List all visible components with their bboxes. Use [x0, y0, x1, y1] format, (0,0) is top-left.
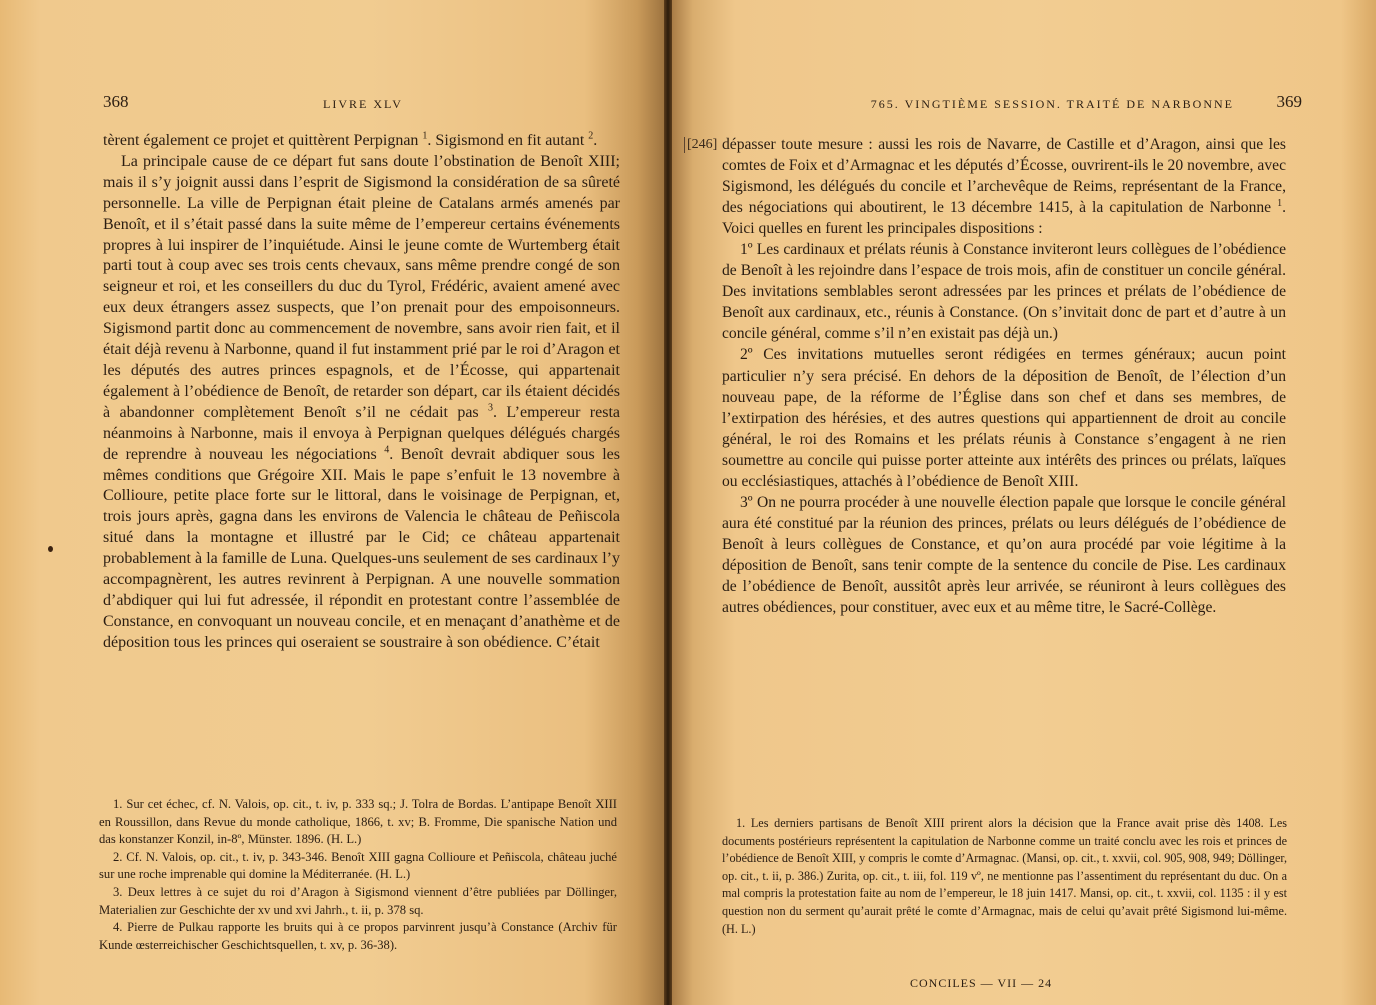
paragraph: dépasser toute mesure : aussi les rois de Navarre, de Castille et d’Aragon, ainsi que les comtes de Foix et d’Armagnac et les députés d’Écosse, ouvrirent-ils le 20 novembre, avec Sigismond, les délégués du concile et l’archevêque de Reims, représentant de la France, des négociations qui aboutirent, le 13 décembre 1415, à la capitulation de Narbonne $^1$. Voici quelles en furent les principales dispositions : — [722, 136, 1286, 238]
right-page — [672, 0, 1376, 1005]
left-page-number: 368 — [103, 92, 129, 111]
footnote-ref: 1 — [1277, 197, 1283, 209]
paragraph: tèrent également ce projet et quittèrent Perpignan $^1$. Sigismond en fit autant $^2$. — [103, 130, 598, 149]
signature-mark: CONCILES — VII — 24 — [910, 976, 1053, 990]
right-page-header — [722, 94, 1302, 118]
right-running-head: 765. VINGTIÈME SESSION. TRAITÉ DE NARBONNE — [870, 97, 1234, 111]
paragraph: 1º Les cardinaux et prélats réunis à Constance inviteront leurs collègues de l’obédience de Benoît à les rejoindre dans l’espace de trois mois, afin de constituer un concile général. Des invitations semblables seront adressées par les princes et prélats de l’obédience de Benoît aux cardinaux, etc., réunis à Constance. (On s’invitait donc de part et d’autre à un concile général, comme s’il n’en existait pas déjà un.) — [722, 241, 1286, 343]
paragraph: 2º Ces invitations mutuelles seront rédigées en termes généraux; aucun point particulier n’y sera précisé. En dehors de la déposition de Benoît, de l’élection d’un nouveau pape, de la réforme de l’Église dans son chef et dans ses membres, de l’extirpation des hérésies, et des autres questions qui appartiennent de droit au concile général, le roi des Romains et les prélats réunis à Constance s’engagent à ne rien soumettre au concile qui puisse porter atteinte aux intérêts des princes ou prélats, laïques ou ecclésiastiques, attachés à l’obédience de Benoît XIII. — [722, 346, 1286, 490]
marginal-page-reference: [246] — [684, 137, 717, 153]
paragraph: 3º On ne pourra procéder à une nouvelle élection papale que lorsque le concile général aura été constitué par la réunion des princes, prélats ou leurs délégués de l’obédience de Benoît à leurs collègues de Constance, et qu’on aura procédé par voie légitime à la déposition de Benoît, sans tenir compte de la sentence du concile de Pise. Les cardinaux de l’obédience de Benoît, aussitôt après leur arrivée, se réuniront à leurs collègues des autres obédiences, pour constituer, avec eux et au même titre, le Sacré-Collège. — [722, 493, 1286, 617]
left-footnotes — [99, 796, 617, 954]
footnote-ref: 1 — [422, 130, 428, 142]
footnote: 2. Cf. N. Valois, op. cit., t. iv, p. 343-346. Benoît XIII gagna Collioure et Peñiscola, château juché sur une roche imprenable qui domine la Méditerranée. (H. L.) — [99, 849, 617, 882]
right-page-number: 369 — [1276, 92, 1302, 111]
footnote: 1. Les derniers partisans de Benoît XIII prirent alors la décision que la France avait prise dès 1408. Les documents postérieurs représentent la capitulation de Narbonne comme un traité conclu avec les rois et princes de l’obédience de Benoît XIII, y compris le comte d’Armagnac. (Mansi, op. cit., t. xxvii, col. 905, 908, 949; Döllinger, op. cit., t. ii, p. 386.) Zurita, op. cit., t. iii, fol. 119 vº, ne mentionne pas l’assentiment du représentant du duc. On a mal compris la protestation faite au nom de l’empereur, le 18 juin 1417. Mansi, op. cit., t. xxvii, col. 1135 : il y est question non du serment qu’aurait prêté le comte d’Armagnac, mais de celui qu’avait prêté Sigismond lui-même. (H. L.) — [722, 816, 1287, 936]
footnote: 4. Pierre de Pulkau rapporte les bruits qui à ce propos parvinrent jusqu’à Constance (Archiv für Kunde œsterreichischer Geschichtsquellen, t. xv, p. 36-38). — [99, 920, 617, 952]
right-footnotes — [722, 815, 1287, 938]
right-body-text — [722, 134, 1286, 618]
left-page-header — [103, 94, 621, 118]
footnote-ref: 2 — [588, 130, 594, 142]
footnote-ref: 4 — [384, 444, 390, 456]
paragraph: La principale cause de ce départ fut sans doute l’obstination de Benoît XIII; mais il s’y joignit aussi dans l’esprit de Sigismond la considération de sa sûreté personnelle. La ville de Perpignan était pleine de Catalans armés amenés par Benoît, et il s’était passé dans la suite même de l’empereur certains événements propres à lui inspirer de l’inquiétude. Ainsi le jeune comte de Wurtemberg était parti tout à coup avec ses trois cents chevaux, sans même prendre congé de son seigneur et roi, et les conseillers du duc du Tyrol, Frédéric, avaient amené avec eux deux étrangers assez suspects, que l’on prenait pour des empoisonneurs. Sigismond partit donc au commencement de novembre, sans avoir rien fait, et il était déjà revenu à Narbonne, quand il fut instamment prié par le roi d’Aragon et les députés des autres princes espagnols, et de l’Écosse, qui appartenait également à l’obédience de Benoît, de retarder son départ, car ils étaient décidés à abandonner complètement Benoît s’il ne cédait pas $^3$. L’empereur resta néanmoins à Narbonne, mais il envoya à Perpignan quelques délégués chargés de reprendre à nouveau les négociations $^4$. Benoît devrait abdiquer sous les mêmes conditions que Grégoire XII. Mais le pape s’enfuit le 13 novembre à Collioure, petite place forte sur le littoral, dans le voisinage de Perpignan, et, trois jours après, gagna dans les environs de Valencia le château de Peñiscola situé dans la montagne et illustré par le Cid; ce château appartenait probablement à la famille de Luna. Quelques-uns seulement de ses cardinaux l’y accompagnèrent, les autres revinrent à Perpignan. A une nouvelle sommation d’abdiquer qui lui fut adressée, il répondit en protestant contre l’assemblée de Constance, en convoquant un nouveau concile, et en menaçant d’anathème et de déposition tous les princes qui oseraient se soustraire à son obédience. C’était — [103, 152, 620, 651]
left-running-head: LIVRE XLV — [323, 97, 403, 111]
footnote-ref: 3 — [488, 402, 494, 414]
ink-spot — [48, 546, 53, 552]
footnote: 1. Sur cet échec, cf. N. Valois, op. cit., t. iv, p. 333 sq.; J. Tolra de Bordas. L’antipape Benoît XIII en Roussillon, dans Revue du monde catholique, 1866, t. xv; B. Fromme, Die spanische Nation und das konstanzer Konzil, in-8º, Münster. 1896. (H. L.) — [99, 797, 617, 847]
left-body-text — [103, 131, 620, 654]
footnote: 3. Deux lettres à ce sujet du roi d’Aragon à Sigismond viennent d’être publiées par Döllinger, Materialien zur Geschichte der xv und xvi Jahrh., t. ii, p. 378 sq. — [99, 884, 617, 917]
book-gutter — [664, 0, 672, 1005]
left-page — [0, 0, 664, 1005]
